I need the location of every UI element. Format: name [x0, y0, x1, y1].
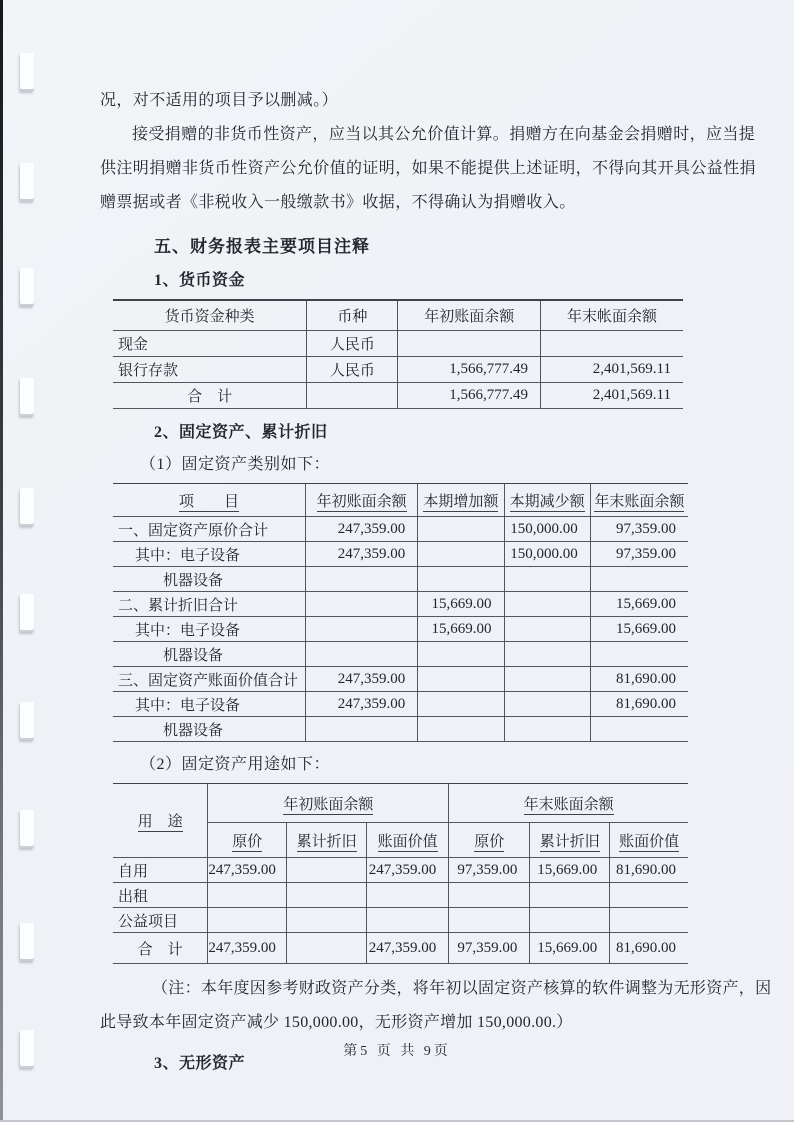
value-cell: [449, 883, 530, 908]
column-header: 年初账面余额: [398, 300, 541, 331]
row-label-cell: 公益项目: [113, 908, 208, 933]
value-cell: [504, 692, 590, 717]
value-cell: [504, 567, 590, 592]
value-cell: 150,000.00: [504, 517, 590, 542]
column-header: [610, 823, 688, 858]
value-cell: [208, 908, 287, 933]
table-header-row: [113, 300, 683, 331]
row-label-cell: 出租: [113, 883, 208, 908]
value-cell: [530, 908, 610, 933]
table-row: [113, 567, 688, 592]
row-label-cell: 其中：电子设备: [113, 617, 306, 642]
value-cell: [418, 642, 504, 667]
value-cell: 81,690.00: [590, 667, 688, 692]
table-header-row: [113, 484, 688, 517]
column-header: [504, 484, 590, 517]
column-header: [590, 484, 688, 517]
value-cell: [504, 642, 590, 667]
column-header: [530, 823, 610, 858]
row-label-cell: 银行存款: [113, 357, 307, 383]
value-cell: 247,359.00: [306, 517, 418, 542]
binding-hole-mark: [20, 488, 34, 526]
table-row: [113, 908, 688, 933]
table-row: [113, 717, 688, 742]
value-cell: [504, 667, 590, 692]
binding-hole-mark: [20, 594, 34, 632]
footnote-line: 此导致本年固定资产减少 150,000.00，无形资产增加 150,000.00.）: [100, 1014, 573, 1031]
value-cell: [306, 617, 418, 642]
column-header: [449, 823, 530, 858]
row-label-cell: 机器设备: [113, 567, 306, 592]
table-row: [113, 542, 688, 567]
value-cell: 247,359.00: [306, 542, 418, 567]
value-cell: [306, 592, 418, 617]
page-left-edge-shadow: [0, 0, 3, 1122]
value-cell: [367, 908, 449, 933]
row-label-cell: 合 计: [113, 933, 208, 964]
value-cell: 97,359.00: [449, 858, 530, 883]
footnote: [100, 972, 772, 1040]
value-cell: 81,690.00: [610, 858, 688, 883]
row-label-cell: 自用: [113, 858, 208, 883]
value-cell: 15,669.00: [590, 617, 688, 642]
value-cell: [287, 883, 367, 908]
column-header-text: 账面价值: [619, 833, 680, 850]
value-cell: 247,359.00: [367, 858, 449, 883]
value-cell: 1,566,777.49: [398, 383, 541, 409]
value-cell: 人民币: [307, 331, 398, 357]
binding-hole-mark: [20, 378, 34, 416]
value-cell: [418, 692, 504, 717]
binding-hole-mark: [20, 163, 34, 201]
binding-hole-mark: [20, 702, 34, 740]
column-header: [113, 484, 306, 517]
column-header-text: 年末账面余额: [594, 493, 685, 510]
table-row: [113, 642, 688, 667]
value-cell: [287, 858, 367, 883]
value-cell: [504, 592, 590, 617]
subsection-heading-intangible-assets: 3、无形资产: [154, 1055, 246, 1072]
value-cell: [418, 667, 504, 692]
column-header-text: 年初账面余额: [283, 796, 374, 813]
table-row: [113, 331, 683, 357]
column-header-text: 累计折旧: [539, 833, 600, 850]
table-row: [113, 667, 688, 692]
column-header: 币种: [307, 300, 398, 331]
column-header: [306, 484, 418, 517]
group-header-opening-balance: [208, 784, 449, 823]
table-row: [113, 592, 688, 617]
body-text-line: 供注明捐赠非货币性资产公允价值的证明，如果不能提供上述证明，不得向其开具公益性捐: [100, 160, 757, 177]
value-cell: 2,401,569.11: [540, 383, 683, 409]
column-header-text: 用 途: [137, 814, 183, 830]
binding-hole-mark: [20, 53, 34, 91]
body-text-line: 接受捐赠的非货币性资产，应当以其公允价值计算。捐赠方在向基金会捐赠时，应当提: [132, 126, 756, 143]
value-cell: [418, 542, 504, 567]
row-label-cell: 其中：电子设备: [113, 542, 306, 567]
fixed-assets-class-table: [113, 483, 688, 742]
value-cell: 15,669.00: [530, 858, 610, 883]
table-row: [113, 858, 688, 883]
value-cell: [504, 617, 590, 642]
value-cell: [610, 908, 688, 933]
value-cell: 15,669.00: [530, 933, 610, 964]
table-row: [113, 517, 688, 542]
value-cell: [590, 642, 688, 667]
value-cell: [590, 567, 688, 592]
page-number: 第5 页 共 9页: [343, 1044, 451, 1059]
value-cell: 247,359.00: [208, 933, 287, 964]
value-cell: [540, 331, 683, 357]
column-header-text: 原价: [232, 833, 263, 850]
value-cell: 247,359.00: [367, 933, 449, 964]
footnote-line: （注：本年度因参考财政资产分类，将年初以固定资产核算的软件调整为无形资产，因: [152, 980, 772, 997]
value-cell: [418, 517, 504, 542]
value-cell: 97,359.00: [590, 542, 688, 567]
row-label-cell: 一、固定资产原价合计: [113, 517, 306, 542]
value-cell: [307, 383, 398, 409]
binding-hole-mark: [20, 268, 34, 306]
table-row: [113, 617, 688, 642]
body-text-line: 赠票据或者《非税收入一般缴款书》收据，不得确认为捐赠收入。: [100, 194, 576, 211]
column-header: [367, 823, 449, 858]
column-header-text: 原价: [474, 833, 505, 850]
value-cell: 15,669.00: [418, 592, 504, 617]
column-header-text: 项 目: [179, 493, 240, 510]
value-cell: 247,359.00: [208, 858, 287, 883]
column-header-text: 本期增加额: [423, 493, 499, 510]
value-cell: 15,669.00: [590, 592, 688, 617]
value-cell: [610, 883, 688, 908]
value-cell: [306, 642, 418, 667]
value-cell: [306, 567, 418, 592]
value-cell: [306, 717, 418, 742]
row-label-cell: 合 计: [113, 383, 307, 409]
section-heading: 五、财务报表主要项目注释: [154, 237, 370, 256]
binding-hole-mark: [20, 810, 34, 848]
monetary-funds-table: [113, 299, 683, 409]
value-cell: 1,566,777.49: [398, 357, 541, 383]
column-header: 货币资金种类: [113, 300, 307, 331]
body-text-line: 况，对不适用的项目予以删减。）: [100, 92, 339, 109]
list-label-fixed-assets-use: （2）固定资产用途如下：: [140, 756, 331, 773]
value-cell: 15,669.00: [418, 617, 504, 642]
column-header-text: 本期减少额: [509, 493, 585, 510]
value-cell: 81,690.00: [610, 933, 688, 964]
value-cell: [418, 717, 504, 742]
value-cell: [367, 883, 449, 908]
value-cell: [590, 717, 688, 742]
row-label-cell: 二、累计折旧合计: [113, 592, 306, 617]
column-header: 年末帐面余额: [540, 300, 683, 331]
table-row: [113, 692, 688, 717]
value-cell: 97,359.00: [449, 933, 530, 964]
row-label-cell: 其中：电子设备: [113, 692, 306, 717]
column-header-text: 年初账面余额: [316, 493, 407, 510]
fixed-assets-use-table: [113, 783, 688, 964]
column-header: [208, 823, 287, 858]
column-header-text: 账面价值: [377, 833, 438, 850]
column-header: [418, 484, 504, 517]
value-cell: [287, 933, 367, 964]
document-content: [100, 84, 772, 1073]
value-cell: 2,401,569.11: [540, 357, 683, 383]
table-row: [113, 883, 688, 908]
binding-hole-mark: [20, 923, 34, 961]
subsection-heading-fixed-assets: 2、固定资产、累计折旧: [154, 424, 328, 441]
value-cell: [208, 883, 287, 908]
value-cell: [504, 717, 590, 742]
value-cell: 人民币: [307, 357, 398, 383]
list-label-fixed-assets-class: （1）固定资产类别如下：: [140, 456, 331, 473]
value-cell: 81,690.00: [590, 692, 688, 717]
column-header-use: [113, 784, 208, 858]
column-header-text: 年末账面余额: [523, 796, 614, 813]
column-header: [287, 823, 367, 858]
row-label-cell: 三、固定资产账面价值合计: [113, 667, 306, 692]
row-label-cell: 机器设备: [113, 642, 306, 667]
table-row: [113, 357, 683, 383]
row-label-cell: 现金: [113, 331, 307, 357]
table-row: [113, 383, 683, 409]
table-group-header-row: [113, 784, 688, 823]
column-header-text: 累计折旧: [296, 833, 357, 850]
value-cell: [418, 567, 504, 592]
value-cell: 247,359.00: [306, 667, 418, 692]
subsection-heading-monetary-funds: 1、货币资金: [154, 272, 246, 289]
value-cell: [287, 908, 367, 933]
group-header-closing-balance: [449, 784, 688, 823]
value-cell: 97,359.00: [590, 517, 688, 542]
value-cell: 150,000.00: [504, 542, 590, 567]
value-cell: [530, 883, 610, 908]
value-cell: [449, 908, 530, 933]
value-cell: [398, 331, 541, 357]
value-cell: 247,359.00: [306, 692, 418, 717]
table-row: [113, 933, 688, 964]
row-label-cell: 机器设备: [113, 717, 306, 742]
